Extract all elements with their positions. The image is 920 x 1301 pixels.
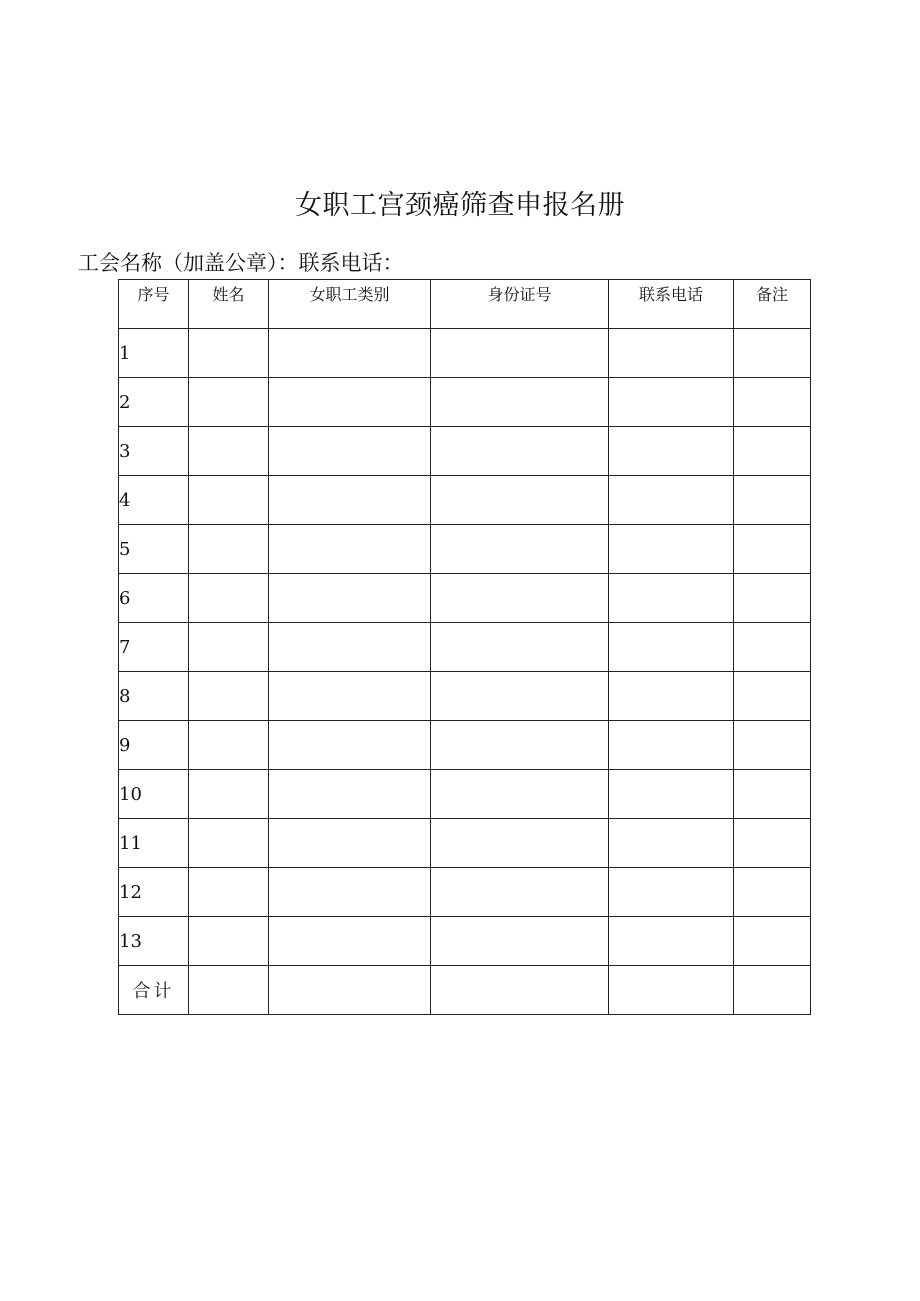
table-header-row <box>119 280 811 329</box>
row-seq-cell: 11 <box>119 819 189 868</box>
remarks-cell[interactable] <box>734 574 811 623</box>
contact-phone-label: 联系电话： <box>298 251 404 275</box>
total-name-cell[interactable] <box>189 966 269 1015</box>
phone-cell[interactable] <box>609 868 734 917</box>
phone-cell[interactable] <box>609 819 734 868</box>
remarks-cell[interactable] <box>734 819 811 868</box>
id-number-cell[interactable] <box>431 476 609 525</box>
phone-cell[interactable] <box>609 721 734 770</box>
category-cell[interactable] <box>269 378 431 427</box>
table-row <box>119 917 811 966</box>
table-row <box>119 525 811 574</box>
table-row <box>119 476 811 525</box>
table-row <box>119 672 811 721</box>
name-cell[interactable] <box>189 574 269 623</box>
phone-cell[interactable] <box>609 672 734 721</box>
table-row <box>119 427 811 476</box>
name-cell[interactable] <box>189 427 269 476</box>
table-row <box>119 329 811 378</box>
phone-cell[interactable] <box>609 623 734 672</box>
phone-cell[interactable] <box>609 329 734 378</box>
category-cell[interactable] <box>269 476 431 525</box>
name-cell[interactable] <box>189 819 269 868</box>
category-cell[interactable] <box>269 917 431 966</box>
id-number-cell[interactable] <box>431 917 609 966</box>
total-phone-cell[interactable] <box>609 966 734 1015</box>
header-fields-line <box>78 247 404 277</box>
remarks-cell[interactable] <box>734 868 811 917</box>
total-label-cell: 合计 <box>119 966 189 1015</box>
id-number-cell[interactable] <box>431 672 609 721</box>
remarks-cell[interactable] <box>734 476 811 525</box>
category-cell[interactable] <box>269 770 431 819</box>
remarks-cell[interactable] <box>734 721 811 770</box>
name-cell[interactable] <box>189 476 269 525</box>
total-id-number-cell[interactable] <box>431 966 609 1015</box>
table-row <box>119 574 811 623</box>
name-cell[interactable] <box>189 770 269 819</box>
category-cell[interactable] <box>269 525 431 574</box>
header-category: 女职工类别 <box>269 280 431 329</box>
category-cell[interactable] <box>269 427 431 476</box>
remarks-cell[interactable] <box>734 427 811 476</box>
id-number-cell[interactable] <box>431 574 609 623</box>
header-id-number: 身份证号 <box>431 280 609 329</box>
category-cell[interactable] <box>269 721 431 770</box>
id-number-cell[interactable] <box>431 623 609 672</box>
remarks-cell[interactable] <box>734 917 811 966</box>
union-name-label: 工会名称（加盖公章）： <box>78 251 299 275</box>
row-seq-cell: 8 <box>119 672 189 721</box>
id-number-cell[interactable] <box>431 427 609 476</box>
name-cell[interactable] <box>189 672 269 721</box>
table-row <box>119 623 811 672</box>
phone-cell[interactable] <box>609 770 734 819</box>
name-cell[interactable] <box>189 623 269 672</box>
row-seq-cell: 3 <box>119 427 189 476</box>
row-seq-cell: 4 <box>119 476 189 525</box>
remarks-cell[interactable] <box>734 329 811 378</box>
category-cell[interactable] <box>269 574 431 623</box>
category-cell[interactable] <box>269 672 431 721</box>
category-cell[interactable] <box>269 329 431 378</box>
remarks-cell[interactable] <box>734 378 811 427</box>
id-number-cell[interactable] <box>431 770 609 819</box>
phone-cell[interactable] <box>609 476 734 525</box>
row-seq-cell: 2 <box>119 378 189 427</box>
header-phone: 联系电话 <box>609 280 734 329</box>
row-seq-cell: 1 <box>119 329 189 378</box>
total-remarks-cell[interactable] <box>734 966 811 1015</box>
category-cell[interactable] <box>269 868 431 917</box>
registration-table <box>118 279 811 1015</box>
table-row <box>119 819 811 868</box>
remarks-cell[interactable] <box>734 770 811 819</box>
row-seq-cell: 12 <box>119 868 189 917</box>
row-seq-cell: 10 <box>119 770 189 819</box>
name-cell[interactable] <box>189 378 269 427</box>
row-seq-cell: 13 <box>119 917 189 966</box>
phone-cell[interactable] <box>609 378 734 427</box>
header-seq: 序号 <box>119 280 189 329</box>
phone-cell[interactable] <box>609 427 734 476</box>
total-category-cell[interactable] <box>269 966 431 1015</box>
name-cell[interactable] <box>189 329 269 378</box>
name-cell[interactable] <box>189 525 269 574</box>
row-seq-cell: 7 <box>119 623 189 672</box>
phone-cell[interactable] <box>609 574 734 623</box>
category-cell[interactable] <box>269 819 431 868</box>
remarks-cell[interactable] <box>734 672 811 721</box>
table-row <box>119 770 811 819</box>
id-number-cell[interactable] <box>431 329 609 378</box>
phone-cell[interactable] <box>609 525 734 574</box>
remarks-cell[interactable] <box>734 623 811 672</box>
phone-cell[interactable] <box>609 917 734 966</box>
id-number-cell[interactable] <box>431 721 609 770</box>
name-cell[interactable] <box>189 868 269 917</box>
header-remarks: 备注 <box>734 280 811 329</box>
row-seq-cell: 9 <box>119 721 189 770</box>
document-title: 女职工宫颈癌筛查申报名册 <box>295 190 625 221</box>
table-row <box>119 868 811 917</box>
header-name: 姓名 <box>189 280 269 329</box>
table-row <box>119 378 811 427</box>
table-row <box>119 721 811 770</box>
name-cell[interactable] <box>189 917 269 966</box>
id-number-cell[interactable] <box>431 525 609 574</box>
total-row <box>119 966 811 1015</box>
id-number-cell[interactable] <box>431 378 609 427</box>
id-number-cell[interactable] <box>431 819 609 868</box>
id-number-cell[interactable] <box>431 868 609 917</box>
category-cell[interactable] <box>269 623 431 672</box>
row-seq-cell: 5 <box>119 525 189 574</box>
remarks-cell[interactable] <box>734 525 811 574</box>
name-cell[interactable] <box>189 721 269 770</box>
row-seq-cell: 6 <box>119 574 189 623</box>
